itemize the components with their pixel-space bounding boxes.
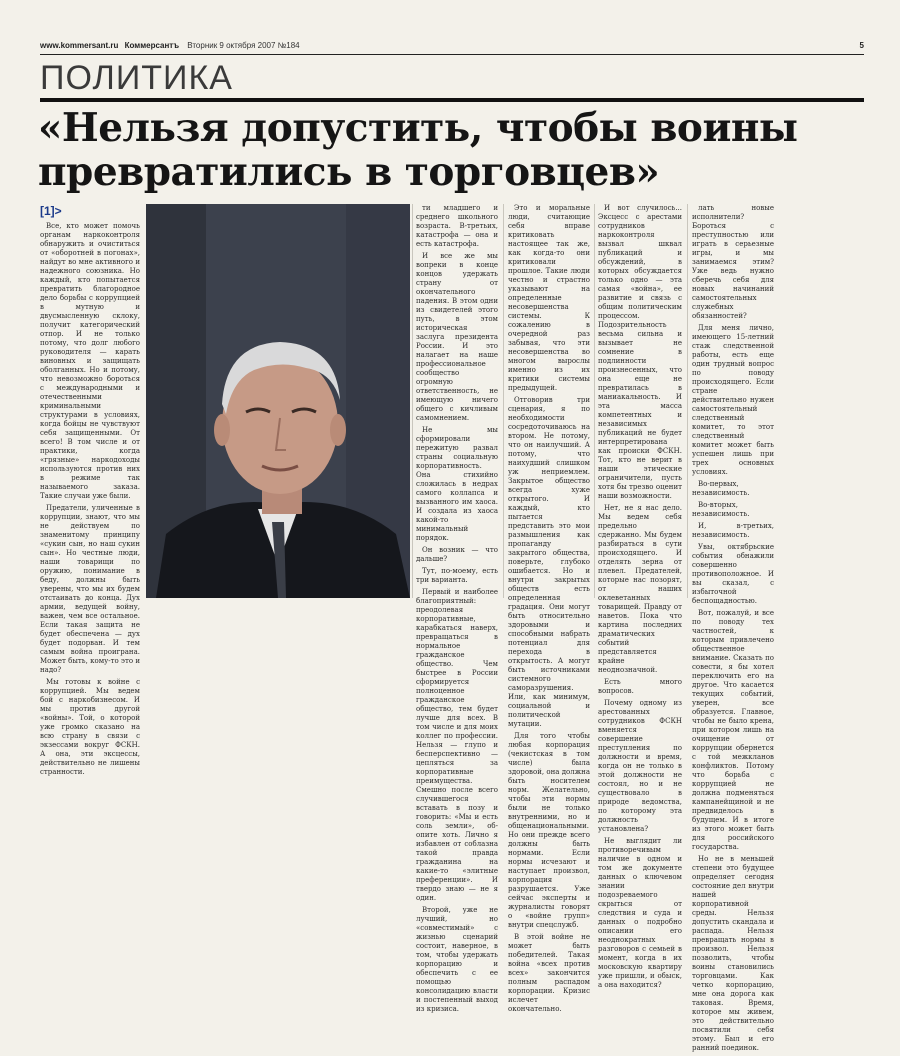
paragraph: Во-первых, независимость. [692, 480, 750, 497]
article-column-3 [508, 204, 590, 1017]
column-divider [412, 204, 413, 598]
paragraph: Во-вторых, независимость. [692, 501, 750, 518]
paragraph: Для меня лично, имеющего 15-летний стаж следственной работы, есть еще один трудный вопрос по поводу происходящего. Если стране действительно нужен самостоятельный следственный комитет, то этот следственный комитет может быть успешен лишь при трех основных условиях. [692, 324, 774, 476]
issue-date: Вторник 9 октября 2007 №184 [187, 41, 300, 50]
column-divider [594, 204, 595, 598]
site-url: www.kommersant.ru [40, 41, 119, 50]
paragraph: Отговорив три сценария, я по необходимости сосредоточиваюсь на втором. Не потому, что он наилучший. А потому, что наихудший слишком уж неприемлем. Закрытое общество всегда хуже открытого. И каждый, кто пытается представить это мои размышления как пропаганду закрытого общества, поверьте, глубоко ошибается. Но и внутри закрытых обществ есть определенная градация. Они могут быть относительно здоровыми и способными набрать потенциал для перехода в открытость. А могут быть источниками системного саморазрушения. Или, как минимум, социальной и политической мутации. [508, 396, 590, 728]
paragraph: Тут, по-моему, есть три варианта. [416, 567, 498, 584]
paragraph: Он возник — что дальше? [416, 546, 498, 563]
paragraph: В этой войне не может быть победителей. Такая война «всех против всех» закончится полным распадом корпорации. Кризис ислечет окончательно. [508, 933, 590, 1013]
paragraph: И вот случилось... Эксцесс с арестами сотрудников наркоконтроля вызвал шквал публикаций и обсуждений, в которых обсуждается только одно — эта самая «война», ее развитие и связь с общим политическим процессом. Подозрительность весьма сильна и вызывает не сомнение в подлинности произнесенных, что она еще не превратилась в маниакальность. И эта масса компетентных и независимых публикаций не будет интерпретирована как происки ФСКН. Тот, кто не верит в наши этические ограничители, пусть хотя бы трезво оценит наши возможности. [598, 204, 682, 500]
paragraph: Увы, октябрьские события обнажили совершенно противоположное. И вы сказал, с избыточной беспощадностью. [692, 543, 774, 605]
paragraph: Не выглядит ли противоречивым наличие в одном и том же документе данных о ключевом знании подозреваемого скрыться от следствия и суда и данных о подробно описании его неоднократных разговоров с семьей в момент, когда в их московскую квартиру уже пришли, и обыск, а она находится? [598, 837, 682, 989]
paragraph: Первый и наиболее благоприятный: преодолевая корпоративные, карабкаться наверх, превращаться в нормальное гражданское общество. Чем быстрее в России сформируется полноценное гражданское общество, тем будет лучше для всех. В том числе и для моих коллег по профессии. Нельзя — глупо и бесперспективно — цепляться за корпоративные преимущества. Смешно после всего случившегося вставать в позу и говорить: «Мы и есть соль земли», об-опите хоть. Лично я избавлен от соблазна такой правда гражданина на какие-то «элитные преференции». И твердо знаю — не я один. [416, 588, 498, 902]
column-divider [687, 204, 688, 598]
paragraph: Мы готовы к войне с коррупцией. Мы ведем бой с наркобизнесом. И мы против другой «войны». Той, о которой уже громко сказано на всю страну в связи с экзессами вокруг ФСКН. А она, эти эксцессы, действительно не лишены странности. [40, 678, 140, 776]
paragraph: Но не в меньшей степени это будущее определяет сегодня состояние дел внутри нашей корпоративной среды. Нельзя допустить скандала и распада. Нельзя превращать нормы в произвол. Нельзя позволить, чтобы воины становились торговцами. Как четко корпорацию, мне она дорога как таковая. Время, которое мы живем, это действительно посвятили себя этому. Был и его ранний поединок. [692, 855, 774, 1052]
article-column-1 [40, 222, 140, 780]
paragraph: Вот, пожалуй, и все по поводу тех частностей, к которым привлечено общественное внимание. Сказать по совести, я бы хотел переключить его на другое. Что касается текущих событий, уверен, все образуется. Главное, чтобы не было крена, при котором лишь на очищение от коррупции обернется с той межкланов конфликтов. Потому что борьба с коррупцией не должна подменяться кампанейщиной и не предвиделось в будущем. И в итоге из этого может быть для российского государства. [692, 609, 774, 851]
article-column-4 [598, 204, 682, 993]
newspaper-brand: Коммерсантъ [124, 41, 180, 50]
running-header [40, 40, 864, 52]
paragraph: Есть много вопросов. [598, 678, 682, 695]
portrait-photo [146, 204, 410, 598]
paragraph: Предатели, уличенные в коррупции, знают, что мы не действуем по знаменитому принципу «сукин сын, но наш сукин сын». Но честные люди, наши товарищи по оружию, понимание в беду, должны быть уверены, что мы их будем отстаивать до конца. Дух армии, ведущей войну, важен, чем все остальное. Если такая защита не будет обеспечена — дух будет подорван. И тем самым война проиграна. Может быть, кому-то это и надо? [40, 504, 140, 674]
paragraph: Почему одному из арестованных сотрудников ФСКН вменяется совершение преступления по должности и время, когда он не только в этой должности не состоял, но и не существовало в природе ведомства, по которому эта должность установлена? [598, 699, 682, 833]
paragraph: И, в-третьих, независимость. [692, 522, 774, 539]
article-column-5 [692, 204, 774, 1056]
paragraph: Нет, не я нас дело. Мы ведем себя предельно сдержанно. Мы будем разбираться в сути происходящего. И отделять зерна от плевел. Предателей, которые нас позорят, от наших оклеветанных товарищей. Правду от наветов. Пока что картина последних драматических событий представляется крайне неоднозначной. [598, 504, 682, 674]
column-divider [503, 204, 504, 598]
paragraph: Для того чтобы любая корпорация (чекистская в том числе) была здоровой, она должна быть носителем норм. Желательно, чтобы эти нормы были не только внутренними, но и общенациональными. Но они прежде всего должны быть нормами. Если нормы исчезают и наступает произвол, корпорация разрушается. Уже сейчас эксперты и журналисты говорят о «войне групп» внутри спецслужб. [508, 732, 590, 929]
paragraph: Это и моральные люди, считающие себя вправе критиковать настоящее так же, как когда-то они критиковали прошлое. Такие люди честно и страстно указывают на определенные несовершенства системы. К сожалению в очередной раз забывая, что эти несовершенства во многом вырослы именно из их критики системы предыдущей. [508, 204, 590, 392]
paragraph: лать новые исполнители? Бороться с преступностью или играть в серьезные игры, и мы занимаемся этим? Уже ведь нужно сберечь себя для новых начинаний самостоятельных служебных обязанностей? [692, 204, 774, 320]
article-column-2 [416, 204, 498, 1017]
paragraph: ти младшего и среднего школьного возраста. В-третьих, катастрофа — она и есть катастрофа. [416, 204, 498, 248]
header-rule [40, 54, 864, 55]
portrait-illustration [146, 204, 410, 598]
section-rule [40, 98, 864, 102]
paragraph: Все, кто может помочь органам наркоконтроля обнаружить и очиститься от «оборотней в погонах», найдут во мне активного и надежного союзника. Но каждый, кто попытается превратить благородное дело борьбы с коррупцией в мутную и двусмысленную склоку, получит категорический отпор. И не только потому, что долг любого руководителя — карать виновных и защищать оболганных. Но и потому, что невозможно бороться с международными и отечественными криминальными структурами в условиях, когда бойцы не чувствуют себя защищенными. От всего! В том числе и от практики, когда «грязные» наркодоходы используются против них в режиме так называемого заказа. Такие случаи уже были. [40, 222, 140, 500]
paragraph: Второй, уже не лучший, но «совместимый» с жизнью сценарий состоит, наверное, в том, чтобы удержать корпорацию и обеспечить с ее помощью консолидацию власти и постепенный выход из кризиса. [416, 906, 498, 1013]
paragraph: И все же мы вопреки в конце концов удержать страну от окончательного падения. В этом одни из свидетелей этого путь, в этом историческая заслуга президента России. И это налагает на наше профессиональное сообщество огромную ответственность, не имеющую ничего общего с кичливым самомнением. [416, 252, 498, 422]
paragraph: Не мы сформировали пережитую развал страны социальную корпоративность. Она стихийно сложилась в недрах самого коллапса и вызванного им хаоса. И создала из хаоса какой-то минимальный порядок. [416, 426, 498, 542]
section-title: ПОЛИТИКА [40, 59, 233, 97]
page-number: 5 [859, 41, 864, 50]
article-marker: [1]> [40, 204, 62, 218]
headline: «Нельзя допустить, чтобы воины превратились в торговцев» [38, 105, 798, 195]
